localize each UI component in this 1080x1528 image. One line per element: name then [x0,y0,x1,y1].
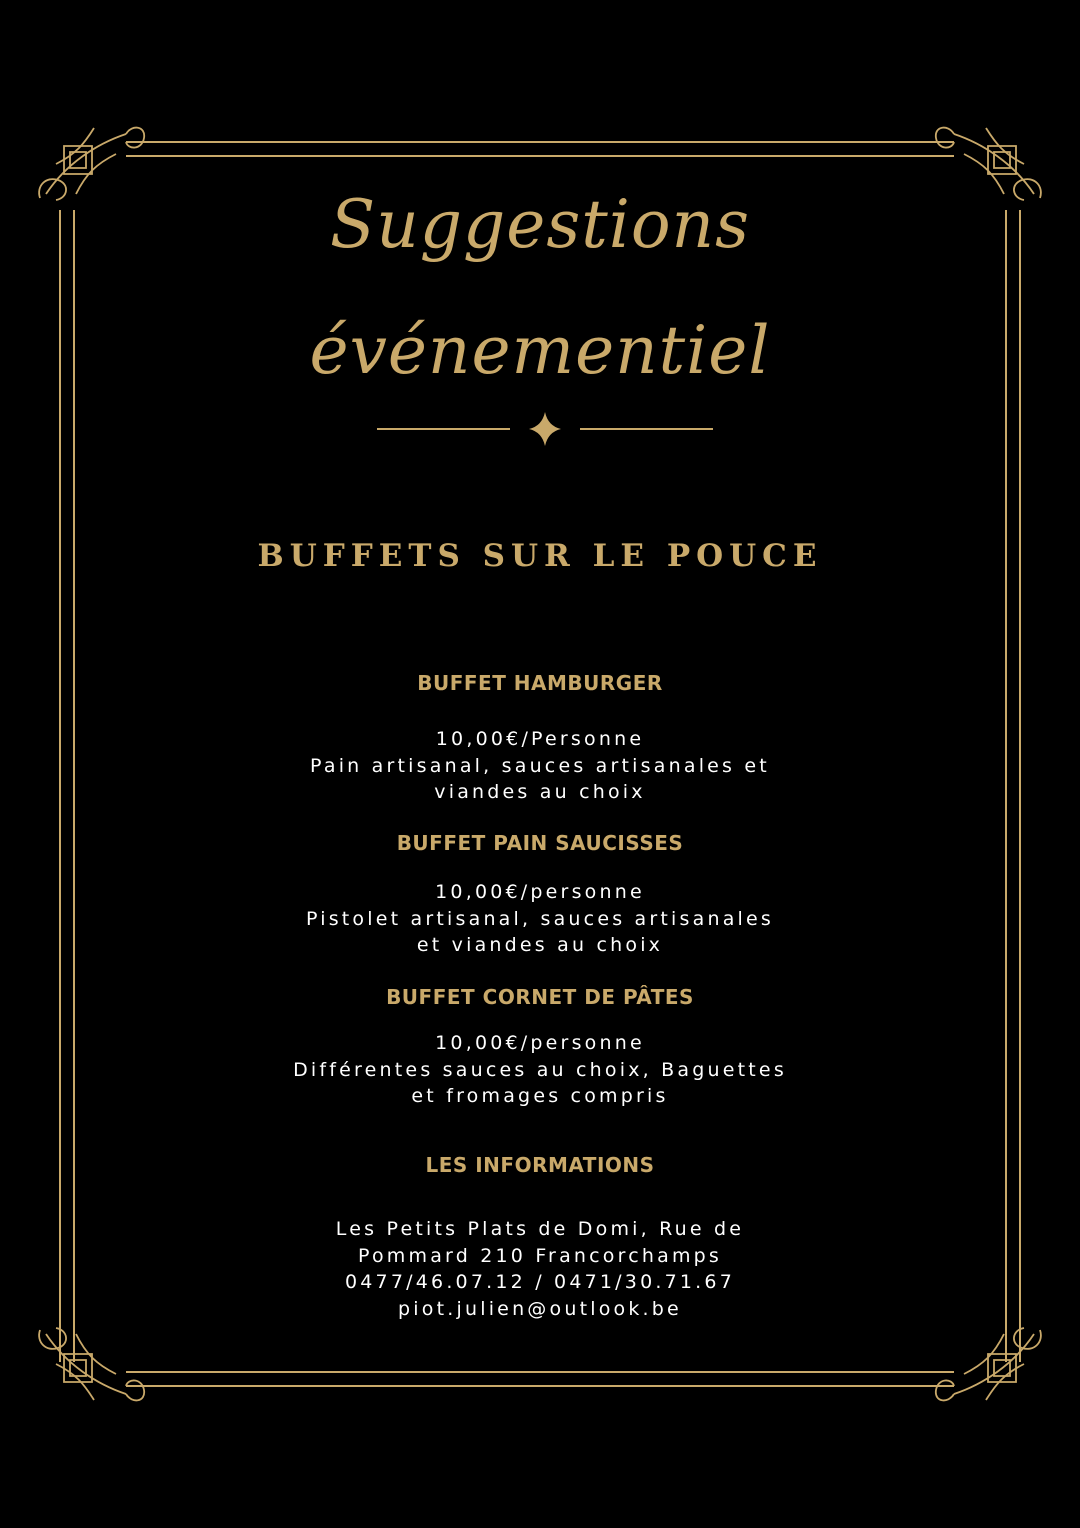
corner-ornament-bottom-right [936,1328,1041,1400]
page-title-line-1: Suggestions [330,186,750,263]
buffet-pain-saucisses-title: BUFFET PAIN SAUCISSES [396,831,684,855]
info-email: piot.julien@outlook.be [398,1297,682,1320]
buffet-hamburger-detail-line: Pain artisanal, sauces artisanales et [310,754,770,777]
buffet-hamburger-description [0,726,1080,806]
info-address-line: Les Petits Plats de Domi, Rue de [335,1218,745,1240]
buffet-cornet-de-pates-price: 10,00€/personne [435,1032,645,1054]
buffet-pain-saucisses-detail-line: et viandes au choix [416,934,664,956]
buffet-pain-saucisses-price: 10,00€/personne [435,881,645,903]
buffet-pain-saucisses-description [0,879,1080,959]
info-phone-numbers: 0477/46.07.12 / 0471/30.71.67 [344,1271,735,1293]
buffet-hamburger-title: BUFFET HAMBURGER [417,671,663,695]
corner-ornament-bottom-left [39,1328,144,1400]
informations-block [0,1216,1080,1322]
buffet-cornet-de-pates-title: BUFFET CORNET DE PÂTES [386,985,694,1009]
section-heading: BUFFETS SUR LE POUCE [257,538,823,574]
star-icon [529,412,561,446]
buffet-cornet-de-pates-detail-line: Différentes sauces au choix, Baguettes [293,1058,787,1081]
buffet-hamburger-detail-line: viandes au choix [434,781,646,803]
divider-star-ornament [375,410,715,450]
informations-title: LES INFORMATIONS [425,1153,655,1177]
buffet-pain-saucisses-detail-line: Pistolet artisanal, sauces artisanales [305,907,775,930]
buffet-cornet-de-pates-description [0,1030,1080,1110]
page-title-line-2: événementiel [309,312,771,389]
buffet-cornet-de-pates-detail-line: et fromages compris [411,1085,669,1107]
buffet-hamburger-price: 10,00€/Personne [435,728,645,750]
info-address-line: Pommard 210 Francorchamps [357,1244,723,1267]
